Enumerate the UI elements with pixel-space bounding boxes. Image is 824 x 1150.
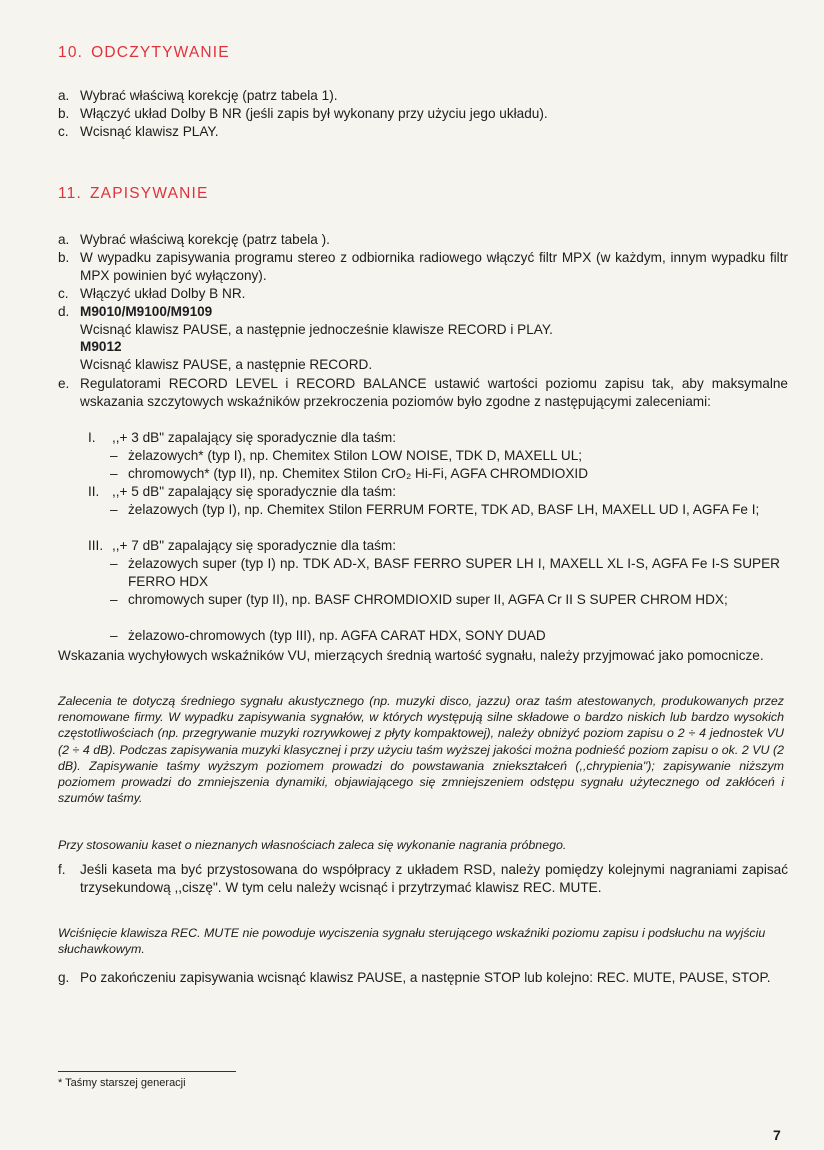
tape-text: chromowych super (typ II), np. BASF CHROMDIOXID super II, AGFA Cr II S SUPER CHROM HDX; (128, 592, 728, 607)
item-marker: b. (58, 106, 70, 121)
footnote: * Taśmy starszej generacji (58, 1077, 186, 1089)
rec-mute-note: Wciśnięcie klawisza REC. MUTE nie powoduje wyciszenia sygnału sterującego wskaźniki poziomu zapisu i podsłuchu na wyjściu słuchawkowym. (58, 926, 766, 957)
dash: – (110, 502, 118, 517)
item-text: Po zakończeniu zapisywania wcisnąć klawisz PAUSE, a następnie STOP lub kolejno: REC. MUTE, PAUSE, STOP. (80, 970, 771, 985)
item-marker: a. (58, 88, 70, 103)
item-text: Wcisnąć klawisz PAUSE, a następnie RECORD. (80, 356, 373, 372)
item-text: Włączyć układ Dolby B NR (jeśli zapis był wykonany przy użyciu jego układu). (80, 106, 548, 121)
page-number: 7 (773, 1127, 781, 1143)
item-marker: b. (58, 250, 70, 265)
list-item (58, 105, 788, 123)
tape-item (110, 447, 790, 465)
item-text: Regulatorami RECORD LEVEL i RECORD BALANCE ustawić wartości poziomu zapisu tak, aby maksymalne wskazania szczytowych wskaźników przekroczenia poziomów było zgodne z następującymi zaleceniami: (80, 376, 788, 409)
tape-item (110, 555, 780, 590)
level-group (88, 483, 768, 501)
list-item (58, 87, 788, 105)
list-item (58, 123, 788, 141)
tape-item (110, 627, 790, 645)
item-marker: c. (58, 124, 69, 139)
item-text: Jeśli kaseta ma być przystosowana do współpracy z układem RSD, należy pomiędzy kolejnymi nagraniami zapisać trzysekundową ,,ciszę". W tym celu należy wcisnąć i przytrzymać klawisz REC. MUTE. (80, 862, 788, 895)
item-text: Wcisnąć klawisz PAUSE, a następnie jednocześnie klawisze RECORD i PLAY. (80, 321, 553, 337)
list-item (58, 285, 788, 303)
item-marker: g. (58, 970, 70, 985)
item-marker: e. (58, 376, 70, 391)
dash: – (110, 448, 118, 463)
tape-text: żelazowych super (typ I) np. TDK AD-X, BASF FERRO SUPER LH I, MAXELL XL I-S, AGFA Fe I-S SUPER FERRO HDX (128, 556, 780, 589)
group-text: ,,+ 5 dB" zapalający się sporadycznie dla taśm: (112, 484, 397, 499)
item-text: Wybrać właściwą korekcję (patrz tabela ). (80, 232, 330, 247)
item-text: Wcisnąć klawisz PLAY. (80, 124, 219, 139)
item-text: Wybrać właściwą korekcję (patrz tabela 1). (80, 88, 338, 103)
tape-text: chromowych* (typ II), np. Chemitex Stilon CrO₂ Hi-Fi, AGFA CHROMDIOXID (128, 466, 589, 481)
footnote-rule (58, 1071, 236, 1072)
tape-text: żelazowo-chromowych (typ III), np. AGFA CARAT HDX, SONY DUAD (128, 628, 546, 643)
list-item (58, 249, 788, 284)
dash: – (110, 592, 118, 607)
recommendation-note: Zalecenia te dotyczą średniego sygnału akustycznego (np. muzyki disco, jazzu) oraz taśm atestowanych, produkowanych przez renomowane firmy. W wypadku zapisywania sygnałów, w których występują silne składowe o bardzo niskich lub bardzo wysokich częstotliwościach (np. przegrywanie muzyki rozrywkowej z płyty kompaktowej), należy obniżyć poziom zapisu o 2 ÷ 4 jednostek VU (2 ÷ 4 dB). Podczas zapisywania muzyki klasycznej i przy użyciu taśm wyższej jakości można podnieść poziom zapisu o ok. 2 VU (2 dB). Zapisywanie taśmy wyższym poziomem prowadzi do powstawania zniekształceń (,,chrypienia"); zapisywanie niższym poziomem prowadzi do zmniejszenia dynamiki, objawiającego się zmniejszeniem odstępu sygnału użytecznego od zakłóceń i szumów taśmy. (58, 694, 784, 806)
dash: – (110, 466, 118, 481)
test-recording-note: Przy stosowaniu kaset o nieznanych własnościach zaleca się wykonanie nagrania próbnego. (58, 838, 567, 852)
tape-item (110, 501, 780, 519)
section-title: ZAPISYWANIE (90, 185, 209, 202)
list-item (58, 303, 788, 373)
list-item (58, 861, 788, 896)
list-item (58, 375, 788, 410)
section-number: 11. (58, 185, 82, 202)
group-marker: II. (88, 484, 100, 499)
item-text: W wypadku zapisywania programu stereo z odbiornika radiowego włączyć filtr MPX (w każdym, innym wypadku filtr MPX powinien być wyłączony). (80, 250, 788, 283)
section-number: 10. (58, 44, 84, 61)
item-marker: f. (58, 862, 66, 877)
model-label: M9012 (80, 339, 122, 355)
tape-text: żelazowych* (typ I), np. Chemitex Stilon LOW NOISE, TDK D, MAXELL UL; (128, 448, 583, 463)
tape-item (110, 591, 780, 609)
list-item (58, 231, 788, 249)
tape-text: żelazowych (typ I), np. Chemitex Stilon FERRUM FORTE, TDK AD, BASF LH, MAXELL UD I, AGFA Fe I; (128, 502, 760, 517)
group-text: ,,+ 3 dB" zapalający się sporadycznie dla taśm: (112, 430, 397, 445)
section-11-heading (58, 185, 209, 203)
group-text: ,,+ 7 dB" zapalający się sporadycznie dla taśm: (112, 538, 397, 553)
model-label: M9010/M9100/M9109 (80, 304, 213, 319)
item-marker: c. (58, 286, 69, 301)
list-item (58, 969, 788, 987)
section-10-heading (58, 44, 230, 62)
item-text: Włączyć układ Dolby B NR. (80, 286, 246, 301)
level-group (88, 429, 768, 447)
group-marker: III. (88, 538, 104, 553)
dash: – (110, 556, 118, 571)
section-title: ODCZYTYWANIE (91, 44, 230, 61)
dash: – (110, 628, 118, 643)
tape-item (110, 465, 790, 483)
item-marker: d. (58, 304, 70, 319)
level-group (88, 537, 768, 555)
vu-note: Wskazania wychyłowych wskaźników VU, mierzących średnią wartość sygnału, należy przyjmować jako pomocnicze. (58, 648, 764, 663)
group-marker: I. (88, 430, 96, 445)
item-marker: a. (58, 232, 70, 247)
